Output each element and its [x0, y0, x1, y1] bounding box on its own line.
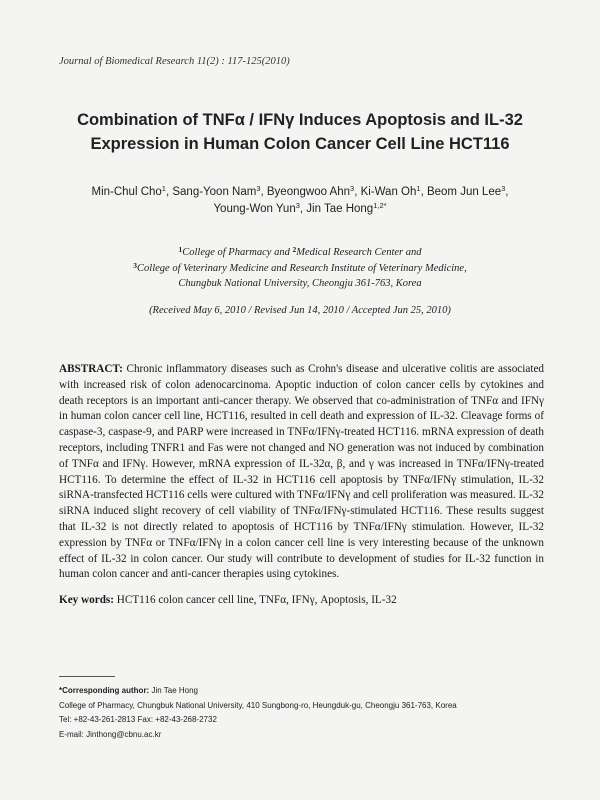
author-affiliation-mark: 3: [501, 184, 506, 193]
author-name: Byeongwoo Ahn: [266, 186, 351, 198]
author-affiliation-mark: 1,2*: [373, 201, 387, 210]
author-name: Sang-Yoon Nam: [172, 186, 257, 198]
paper-title: [40, 108, 560, 156]
author-list: [40, 184, 560, 218]
abstract: [59, 362, 544, 583]
footnote-divider: [59, 676, 115, 677]
keywords: [59, 594, 544, 606]
author-name: Beom Jun Lee: [426, 186, 502, 198]
author-line: Young-Won Yun$^3$, Jin Tae Hong$^{1,2*}$: [213, 201, 387, 215]
author-name: Jin Tae Hong: [306, 203, 374, 215]
abstract-text: Chronic inflammatory diseases such as Crohn's disease and ulcerative colitis are associated with increased risk of colon adenocarcinoma. Apoptic induction of colon cancer cells by cytokines and death receptors is an important anti-cancer therapy. We observed that co-administration of TNFα and IFNγ in human colon cancer cell line, HCT116, resulted in cell death and expression of IL-32. Cleavage forms of caspase-3, caspase-9, and PARP were increased in TNFα/IFNγ-treated HCT116. mRNA expression of death receptors, including TNFR1 and Fas were not changed and NO generation was not induced by combination of TNFα and IFNγ. However, mRNA expression of IL-32α, β, and γ was increased in TNFα/IFNγ-treated HCT116. To determine the effect of IL-32 in HCT116 cell apoptosis by TNFα/IFNγ stimulation, IL-32 siRNA-transfected HCT116 cells were cultured with TNFα/IFNγ and cell proliferation was measured. IL-32 siRNA induced slight recovery of cell viability of TNFα/IFNγ-stimulated HCT116. These results suggest that IL-32 is not directly related to apoptosis of HCT116 by TNFα/IFNγ stimulation. However, IL-32 expression by TNFα or TNFα/IFNγ in a colon cancer cell line is very interesting because of the unknown effect of IL-32 in colon cancer. Our study will contribute to development of studies for IL-32 function in human colon cancer and anti-cancer therapies using cytokines.: [59, 363, 544, 581]
author-affiliation-mark: 1: [161, 184, 166, 193]
title-line: Combination of TNFα / IFNγ Induces Apoptosis and IL-32: [77, 111, 523, 129]
affiliations: [40, 245, 560, 292]
corresponding-phone: Tel: +82-43-261-2813 Fax: +82-43-268-2732: [59, 715, 217, 724]
affiliation-line: $^1$College of Pharmacy and $^2$Medical Research Center and: [178, 245, 422, 258]
title-line: Expression in Human Colon Cancer Cell Line HCT116: [90, 135, 510, 153]
author-name: Young-Won Yun: [213, 203, 296, 215]
keywords-label: Key words:: [59, 594, 114, 606]
corresponding-author-footnote: [59, 684, 559, 742]
received-dates: (Received May 6, 2010 / Revised Jun 14, 2010 / Accepted Jun 25, 2010): [149, 305, 451, 316]
author-name: Ki-Wan Oh: [360, 186, 417, 198]
corresponding-email: E-mail: Jinthong@cbnu.ac.kr: [59, 729, 162, 739]
journal-citation: Journal of Biomedical Research 11(2) : 117-125(2010): [59, 56, 290, 67]
author-affiliation-mark: 1: [416, 184, 421, 193]
author-affiliation-mark: 3: [256, 184, 261, 193]
author-line: Min-Chul Cho$^1$, Sang-Yoon Nam$^3$, Byeongwoo Ahn$^3$, Ki-Wan Oh$^1$, Beom Jun Lee$^3$,: [91, 184, 509, 198]
author-affiliation-mark: 3: [295, 201, 300, 210]
author-name: Min-Chul Cho: [91, 186, 162, 198]
abstract-label: ABSTRACT:: [59, 363, 123, 375]
affiliation-line: $^3$College of Veterinary Medicine and Research Institute of Veterinary Medicine,: [133, 260, 467, 274]
keywords-text: HCT116 colon cancer cell line, TNFα, IFNγ, Apoptosis, IL-32: [114, 594, 397, 606]
author-affiliation-mark: 3: [350, 184, 355, 193]
affiliation-line: Chungbuk National University, Cheongju 361-763, Korea: [178, 278, 422, 289]
corresponding-address: College of Pharmacy, Chungbuk National University, 410 Sungbong-ro, Heungduk-gu, Cheongju 361-763, Korea: [59, 700, 457, 710]
corresponding-author-line: *Corresponding author: Jin Tae Hong: [59, 686, 198, 695]
